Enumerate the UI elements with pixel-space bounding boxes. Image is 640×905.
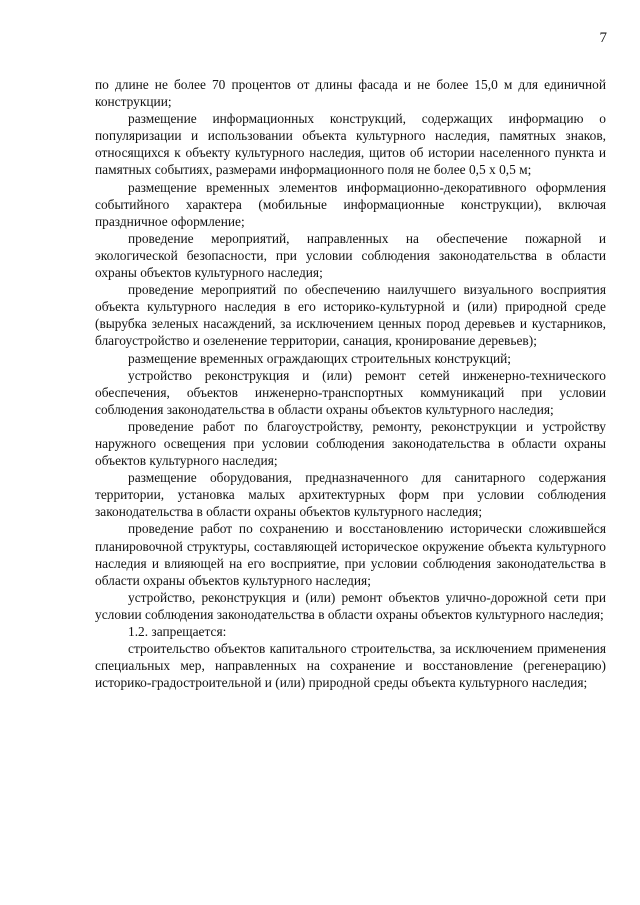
paragraph: проведение мероприятий, направленных на обеспечение пожарной и экологической безопасности, при условии соблюдения законодательства в области охраны объектов культурного наследия; (95, 230, 606, 281)
paragraph: проведение работ по сохранению и восстановлению исторически сложившейся планировочной структуры, составляющей историческое окружение объекта культурного наследия и влияющей на его восприятие, при условии соблюдения законодательства в области охраны объектов культурного наследия; (95, 521, 606, 588)
paragraph: размещение оборудования, предназначенного для санитарного содержания территории, установка малых архитектурных форм при условии соблюдения законодательства в области охраны объектов культурного наследия; (95, 470, 606, 520)
section-heading: 1.2. запрещается: (128, 624, 227, 639)
paragraph: проведение мероприятий по обеспечению наилучшего визуального восприятия объекта культурного наследия в его историко-культурной и (или) природной среде (вырубка зеленых насаждений, за исключением ценных пород деревьев и кустарников, благоустройство и озеленение территории, санация, кронирование деревьев); (95, 282, 606, 349)
document-body (95, 76, 606, 691)
paragraph: размещение временных элементов информационно-декоративного оформления событийного характера (мобильные информационные конструкции), включая праздничное оформление; (95, 179, 606, 229)
paragraph: проведение работ по благоустройству, ремонту, реконструкции и устройству наружного освещения при условии соблюдения законодательства в области охраны объектов культурного наследия; (95, 418, 606, 469)
page-number: 7 (599, 30, 607, 46)
paragraph: по длине не более 70 процентов от длины фасада и не более 15,0 м для единичной конструкции; (95, 77, 606, 110)
paragraph: устройство, реконструкция и (или) ремонт объектов улично-дорожной сети при условии соблюдения законодательства в области охраны объектов культурного наследия; (95, 589, 606, 622)
paragraph: строительство объектов капитального строительства, за исключением применения специальных мер, направленных на сохранение и восстановление (регенерацию) историко-градостроительной и (или) природной среды объекта культурного наследия; (95, 641, 606, 691)
paragraph: устройство реконструкция и (или) ремонт сетей инженерно-технического обеспечения, объектов инженерно-транспортных коммуникаций при условии соблюдения законодательства в области охраны объектов культурного наследия; (95, 367, 606, 417)
paragraph: размещение информационных конструкций, содержащих информацию о популяризации и использовании объекта культурного наследия, памятных знаков, относящихся к объекту культурного наследия, щитов об истории населенного пункта и памятных событиях, размерами информационного поля не более 0,5 х 0,5 м; (95, 111, 606, 178)
paragraph: размещение временных ограждающих строительных конструкций; (128, 350, 512, 366)
